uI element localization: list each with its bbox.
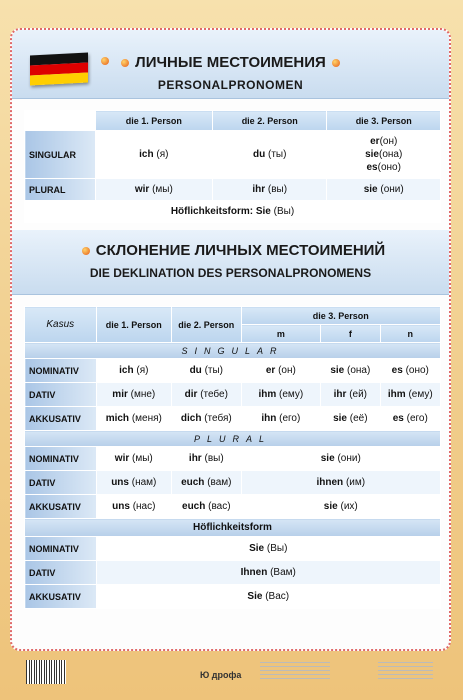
hf-nominativ-row: [25, 537, 441, 561]
part1-title-de: PERSONALPRONOMEN: [157, 78, 304, 92]
case-label: DATIV: [25, 383, 97, 407]
pronoun-cell: er (он): [241, 359, 321, 383]
pronoun-cell: dich (тебя): [172, 407, 242, 431]
pronoun-cell: mir (мне): [96, 383, 172, 407]
pronoun-cell: sie (её): [321, 407, 380, 431]
kasus-header: Kasus: [25, 307, 97, 343]
col-header-3: die 3. Person: [241, 307, 440, 325]
pl-akkusativ-row: [25, 495, 441, 519]
singular-band: SINGULAR: [25, 343, 441, 359]
pronoun-cell: er(он) sie(она) es(оно): [327, 131, 441, 179]
bullet-icon: [332, 59, 340, 67]
empty-corner: [25, 111, 96, 131]
part1-title-ru-text: ЛИЧНЫЕ МЕСТОИМЕНИЯ: [135, 54, 326, 71]
gender-m-header: m: [241, 325, 321, 343]
pronoun-cell: uns (нам): [96, 471, 172, 495]
case-label: NOMINATIV: [25, 447, 97, 471]
case-label: NOMINATIV: [25, 537, 97, 561]
pronoun-cell: sie (их): [241, 495, 440, 519]
pronoun-cell: euch (вам): [172, 471, 242, 495]
pl-dativ-row: [25, 471, 441, 495]
col-header-2: die 2. Person: [213, 111, 327, 131]
bullet-icon: [101, 57, 109, 65]
pronoun-cell: ich (я): [96, 359, 172, 383]
hf-dativ-row: [25, 561, 441, 585]
german-flag-icon: [30, 52, 88, 85]
pronoun-cell: sie (они): [327, 179, 441, 201]
part2-title-de: DIE DEKLINATION DES PERSONALPRONOMENS: [89, 266, 372, 280]
sg-akkusativ-row: [25, 407, 441, 431]
pronoun-cell: Sie (Вас): [96, 585, 440, 609]
pl-nominativ-row: [25, 447, 441, 471]
barcode-icon: [26, 660, 66, 684]
pronoun-cell: dir (тебе): [172, 383, 242, 407]
sg-dativ-row: [25, 383, 441, 407]
col-header-1: die 1. Person: [96, 307, 172, 343]
pronoun-cell: sie (они): [241, 447, 440, 471]
bullet-icon: [82, 247, 90, 255]
pronoun-cell: ihr (вы): [213, 179, 327, 201]
singular-row: [25, 131, 441, 179]
pronoun-cell: es (оно): [380, 359, 440, 383]
plural-row: [25, 179, 441, 201]
row-label: SINGULAR: [25, 131, 96, 179]
hf-akkusativ-row: [25, 585, 441, 609]
row-label: PLURAL: [25, 179, 96, 201]
pronoun-cell: euch (вас): [172, 495, 242, 519]
personal-pronouns-table: [24, 110, 441, 223]
pronoun-cell: ihr (вы): [172, 447, 242, 471]
declension-table: [24, 306, 441, 609]
gender-n-header: n: [380, 325, 440, 343]
part2-title-ru: СКЛОНЕНИЕ ЛИЧНЫХ МЕСТОИМЕНИЙ: [12, 242, 449, 259]
pronoun-cell: wir (мы): [96, 447, 172, 471]
pronoun-cell: du (ты): [172, 359, 242, 383]
pronoun-cell: es (его): [380, 407, 440, 431]
case-label: AKKUSATIV: [25, 407, 97, 431]
pronoun-cell: ihm (ему): [380, 383, 440, 407]
poster-frame: [10, 28, 451, 651]
bullet-icon: [121, 59, 129, 67]
col-header-3: die 3. Person: [327, 111, 441, 131]
pronoun-cell: Sie (Вы): [96, 537, 440, 561]
case-label: AKKUSATIV: [25, 495, 97, 519]
col-header-2: die 2. Person: [172, 307, 242, 343]
pronoun-cell: sie (она): [321, 359, 380, 383]
hoeflich-cell: Höflichkeitsform: Sie (Вы): [25, 201, 441, 223]
case-label: AKKUSATIV: [25, 585, 97, 609]
imprint-text: [378, 662, 433, 682]
sg-nominativ-row: [25, 359, 441, 383]
pronoun-cell: du (ты): [213, 131, 327, 179]
pronoun-cell: mich (меня): [96, 407, 172, 431]
pronoun-cell: ihnen (им): [241, 471, 440, 495]
pronoun-cell: wir (мы): [95, 179, 212, 201]
imprint-text: [260, 662, 330, 682]
plural-band: PLURAL: [25, 431, 441, 447]
pronoun-cell: ich (я): [95, 131, 212, 179]
gender-f-header: f: [321, 325, 380, 343]
hoeflich-row: [25, 201, 441, 223]
pronoun-cell: Ihnen (Вам): [96, 561, 440, 585]
hoeflich-band: Höflichkeitsform: [25, 519, 441, 537]
col-header-1: die 1. Person: [95, 111, 212, 131]
case-label: DATIV: [25, 561, 97, 585]
case-label: NOMINATIV: [25, 359, 97, 383]
pronoun-cell: uns (нас): [96, 495, 172, 519]
pronoun-cell: ihn (его): [241, 407, 321, 431]
pronoun-cell: ihm (ему): [241, 383, 321, 407]
case-label: DATIV: [25, 471, 97, 495]
publisher-logo: Ю дрофа: [200, 670, 242, 680]
pronoun-cell: ihr (ей): [321, 383, 380, 407]
part2-header-ribbon: [12, 230, 449, 295]
